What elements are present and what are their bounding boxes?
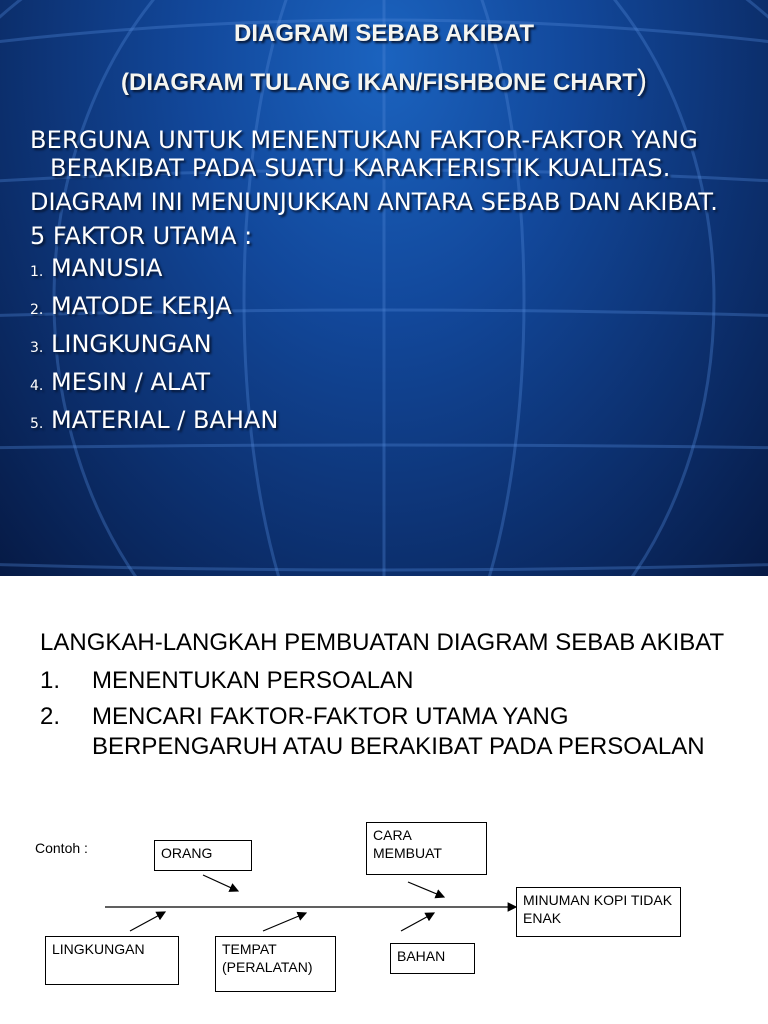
factor-item xyxy=(30,406,750,438)
arrow-tempat xyxy=(263,913,306,931)
step-text: MENENTUKAN PERSOALAN xyxy=(92,667,414,694)
factor-item xyxy=(30,292,750,324)
factor-label: LINGKUNGAN xyxy=(51,330,212,358)
paragraph-cause-effect: DIAGRAM INI MENUNJUKKAN ANTARA SEBAB DAN AKIBAT. xyxy=(30,188,718,216)
effect-box: MINUMAN KOPI TIDAK ENAK xyxy=(516,887,681,937)
cause-box-tempat: TEMPAT (PERALATAN) xyxy=(215,936,336,992)
arrow-orang xyxy=(203,875,238,891)
factor-label: MANUSIA xyxy=(51,254,163,282)
slide-1-title-line-2 xyxy=(0,64,768,98)
step-number: 1. xyxy=(40,667,61,694)
cause-box-cara-membuat: CARA MEMBUAT xyxy=(366,822,487,875)
factor-label: MATODE KERJA xyxy=(51,292,232,320)
slide-1-body xyxy=(30,126,750,444)
factor-item xyxy=(30,368,750,400)
arrow-bahan xyxy=(401,913,434,931)
cause-box-lingkungan: LINGKUNGAN xyxy=(45,936,179,985)
arrow-lingkungan xyxy=(130,912,165,931)
factor-number: 3. xyxy=(30,340,44,356)
title-close-paren: ) xyxy=(636,64,647,97)
factor-number: 1. xyxy=(30,264,44,280)
slide-2 xyxy=(0,576,768,1024)
example-label: Contoh : xyxy=(35,840,88,856)
factor-number: 4. xyxy=(30,378,44,394)
title-line-2-text: (DIAGRAM TULANG IKAN/FISHBONE CHART xyxy=(121,69,637,96)
step-number: 2. xyxy=(40,703,61,730)
slide-1-title-line-1: DIAGRAM SEBAB AKIBAT xyxy=(234,20,534,47)
factor-label: MATERIAL / BAHAN xyxy=(51,406,279,434)
factor-number: 2. xyxy=(30,302,44,318)
factor-item xyxy=(30,330,750,362)
paragraph-main-factors: 5 FAKTOR UTAMA : xyxy=(30,222,253,250)
cause-box-bahan: BAHAN xyxy=(390,943,475,974)
factor-number: 5. xyxy=(30,416,44,432)
factor-label: MESIN / ALAT xyxy=(51,368,211,396)
factor-item xyxy=(30,254,750,286)
step-text: MENCARI FAKTOR-FAKTOR UTAMA YANG BERPENGARUH ATAU BERAKIBAT PADA PERSOALAN xyxy=(92,703,705,760)
steps-heading: LANGKAH-LANGKAH PEMBUATAN DIAGRAM SEBAB AKIBAT xyxy=(40,629,725,656)
cause-box-orang: ORANG xyxy=(154,840,252,871)
arrow-cara-membuat xyxy=(408,882,444,897)
paragraph-purpose: BERGUNA UNTUK MENENTUKAN FAKTOR-FAKTOR YANG BERAKIBAT PADA SUATU KARAKTERISTIK KUALITAS. xyxy=(30,126,698,182)
